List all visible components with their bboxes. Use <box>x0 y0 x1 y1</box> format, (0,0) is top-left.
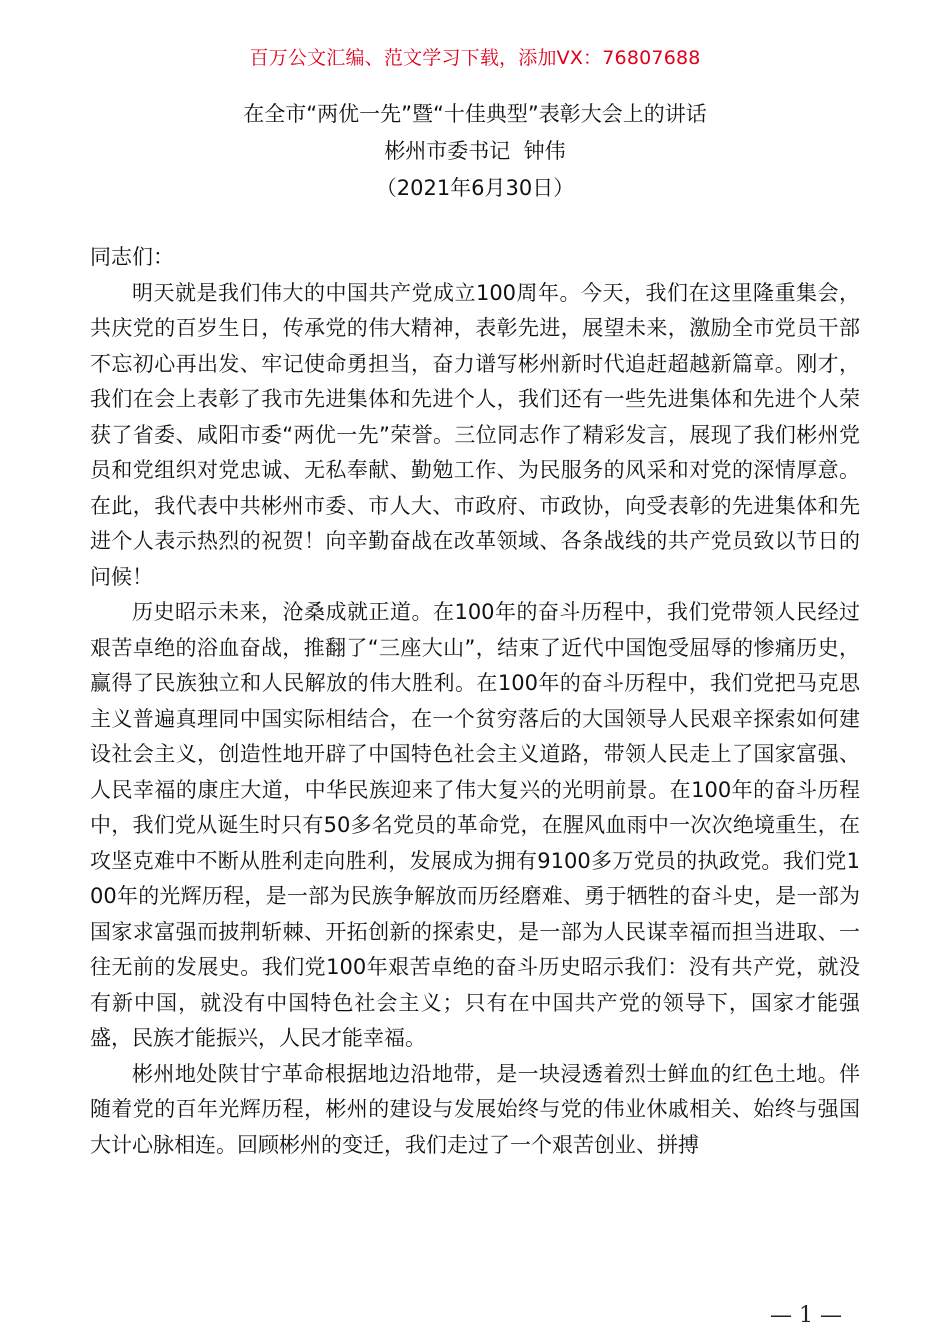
speech-date: （2021年6月30日） <box>375 176 575 200</box>
speaker-line: 彬州市委书记 钟伟 <box>384 139 566 163</box>
document-body <box>90 240 860 1163</box>
page-number: — 1 — <box>770 1303 842 1328</box>
paragraph: 彬州地处陕甘宁革命根据地边沿地带，是一块浸透着烈士鲜血的红色土地。伴随着党的百年光辉历程，彬州的建设与发展始终与党的伟业休戚相关、始终与强国大计心脉相连。回顾彬州的变迁，我们走过了一个艰苦创业、拼搏 <box>90 1061 860 1157</box>
speech-title: 在全市“两优一先”暨“十佳典型”表彰大会上的讲话 <box>243 102 707 126</box>
watermark-banner: 百万公文汇编、范文学习下载，添加VX：76807688 <box>249 47 701 69</box>
paragraph: 历史昭示未来，沧桑成就正道。在100年的奋斗历程中，我们党带领人民经过艰苦卓绝的浴血奋战，推翻了“三座大山”，结束了近代中国饱受屈辱的惨痛历史，赢得了民族独立和人民解放的伟大胜利。在100年的奋斗历程中，我们党把马克思主义普遍真理同中国实际相结合，在一个贫穷落后的大国领导人民艰辛探索如何建设社会主义，创造性地开辟了中国特色社会主义道路，带领人民走上了国家富强、人民幸福的康庄大道，中华民族迎来了伟大复兴的光明前景。在100年的奋斗历程中，我们党从诞生时只有50多名党员的革命党，在腥风血雨中一次次绝境重生，在攻坚克难中不断从胜利走向胜利，发展成为拥有9100多万党员的执政党。我们党100年的光辉历程，是一部为民族争解放而历经磨难、勇于牺牲的奋斗史，是一部为国家求富强而披荆斩棘、开拓创新的探索史，是一部为人民谋幸福而担当进取、一往无前的发展史。我们党100年艰苦卓绝的奋斗历史昭示我们：没有共产党，就没有新中国，就没有中国特色社会主义；只有在中国共产党的领导下，国家才能强盛，民族才能振兴，人民才能幸福。 <box>90 600 860 1050</box>
greeting: 同志们： <box>90 245 174 269</box>
paragraph: 明天就是我们伟大的中国共产党成立100周年。今天，我们在这里隆重集会，共庆党的百岁生日，传承党的伟大精神，表彰先进，展望未来，激励全市党员干部不忘初心再出发、牢记使命勇担当，奋力谱写彬州新时代追赶超越新篇章。刚才，我们在会上表彰了我市先进集体和先进个人，我们还有一些先进集体和先进个人荣获了省委、咸阳市委“两优一先”荣誉。三位同志作了精彩发言，展现了我们彬州党员和党组织对党忠诚、无私奉献、勤勉工作、为民服务的风采和对党的深情厚意。在此，我代表中共彬州市委、市人大、市政府、市政协，向受表彰的先进集体和先进个人表示热烈的祝贺！向辛勤奋战在改革领域、各条战线的共产党员致以节日的问候！ <box>90 280 860 589</box>
document-header <box>0 96 950 207</box>
